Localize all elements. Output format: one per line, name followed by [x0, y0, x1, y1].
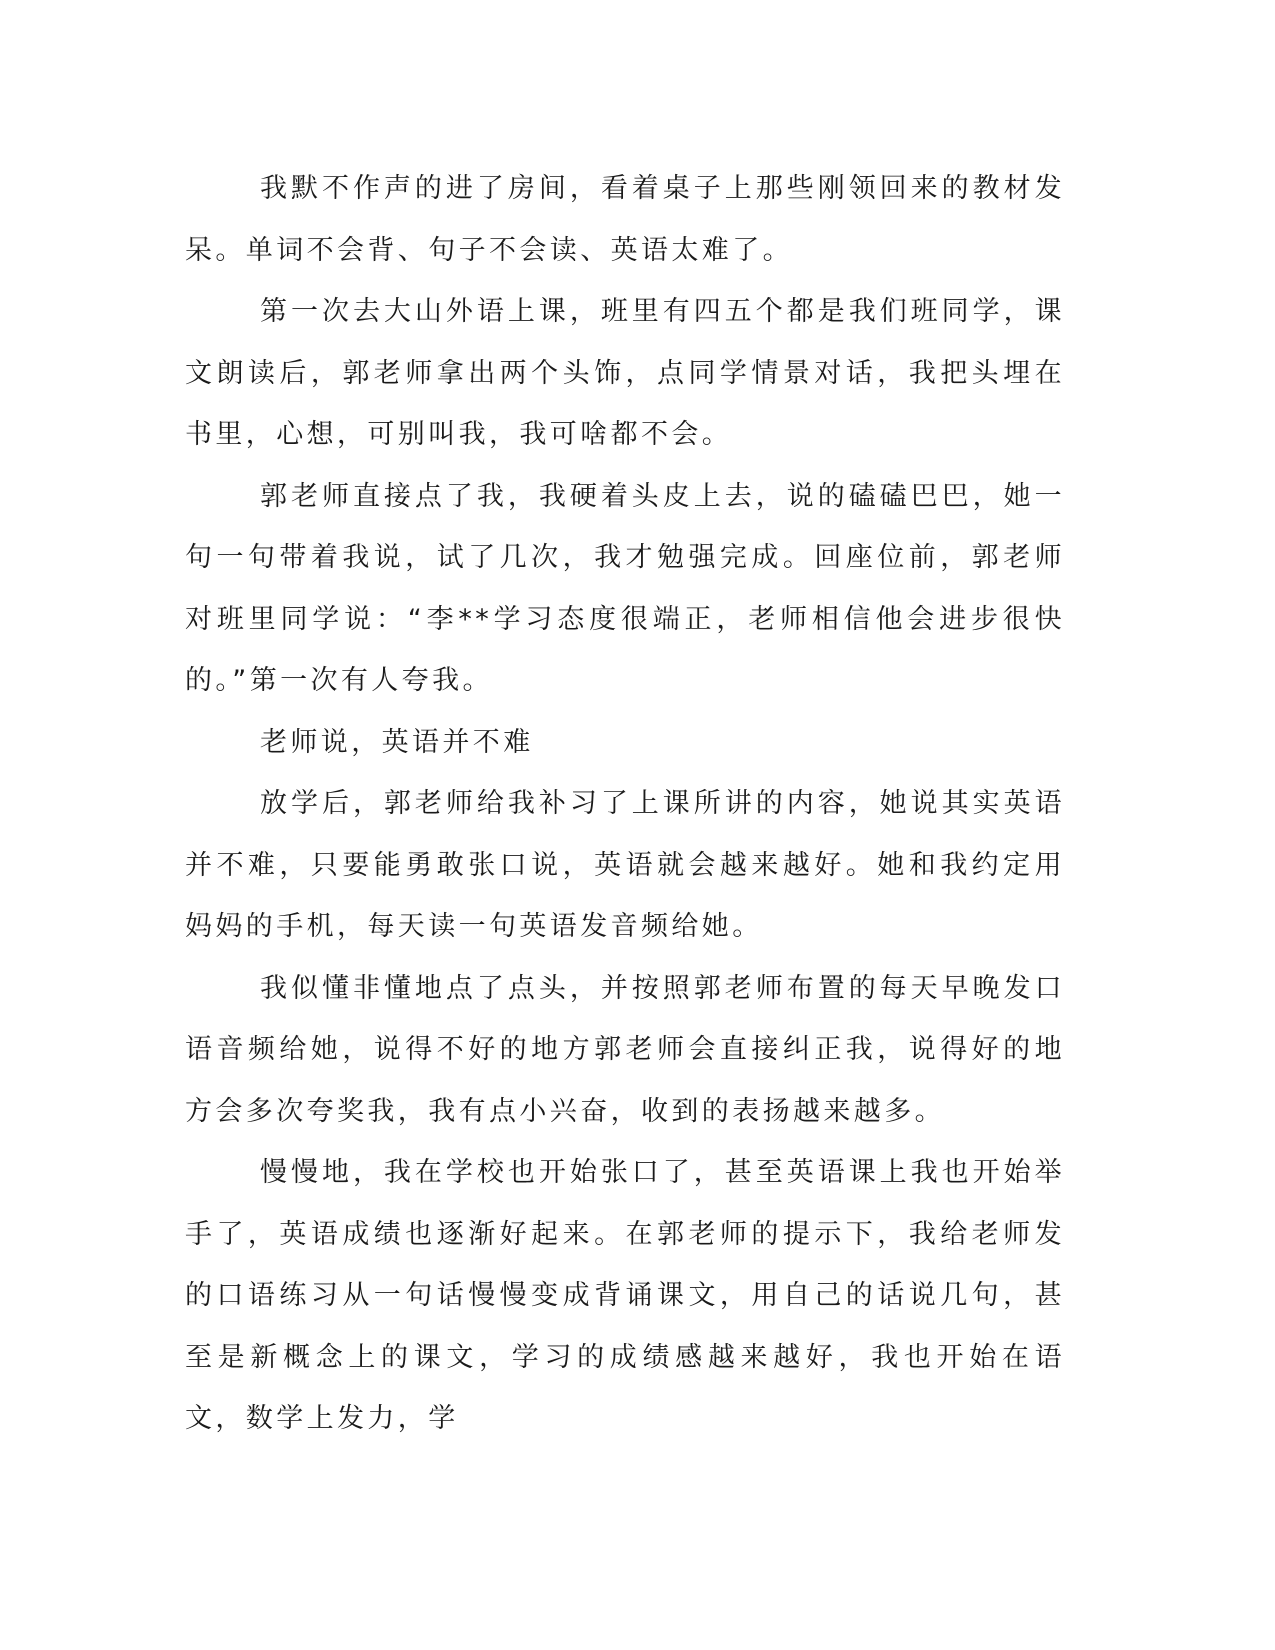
paragraph: 郭老师直接点了我，我硬着头皮上去，说的磕磕巴巴，她一句一句带着我说，试了几次，我才勉强完成。回座位前，郭老师对班里同学说：“李**学习态度很端正，老师相信他会进步很快的。”第一次有人夸我。: [185, 480, 1065, 696]
paragraph: 放学后，郭老师给我补习了上课所讲的内容，她说其实英语并不难，只要能勇敢张口说，英语就会越来越好。她和我约定用妈妈的手机，每天读一句英语发音频给她。: [185, 788, 1065, 942]
paragraph: 我默不作声的进了房间，看着桌子上那些刚领回来的教材发呆。单词不会背、句子不会读、英语太难了。: [185, 173, 1065, 266]
paragraph: 慢慢地，我在学校也开始张口了，甚至英语课上我也开始举手了，英语成绩也逐渐好起来。在郭老师的提示下，我给老师发的口语练习从一句话慢慢变成背诵课文，用自己的话说几句，甚至是新概念上的课文，学习的成绩感越来越好，我也开始在语文，数学上发力，学: [185, 1157, 1065, 1434]
paragraph: 第一次去大山外语上课，班里有四五个都是我们班同学，课文朗读后，郭老师拿出两个头饰，点同学情景对话，我把头埋在书里，心想，可别叫我，我可啥都不会。: [185, 296, 1065, 450]
document-body: [185, 158, 1065, 1450]
paragraph: 我似懂非懂地点了点头，并按照郭老师布置的每天早晚发口语音频给她，说得不好的地方郭老师会直接纠正我，说得好的地方会多次夸奖我，我有点小兴奋，收到的表扬越来越多。: [185, 972, 1065, 1127]
section-heading: 老师说，英语并不难: [260, 726, 534, 758]
